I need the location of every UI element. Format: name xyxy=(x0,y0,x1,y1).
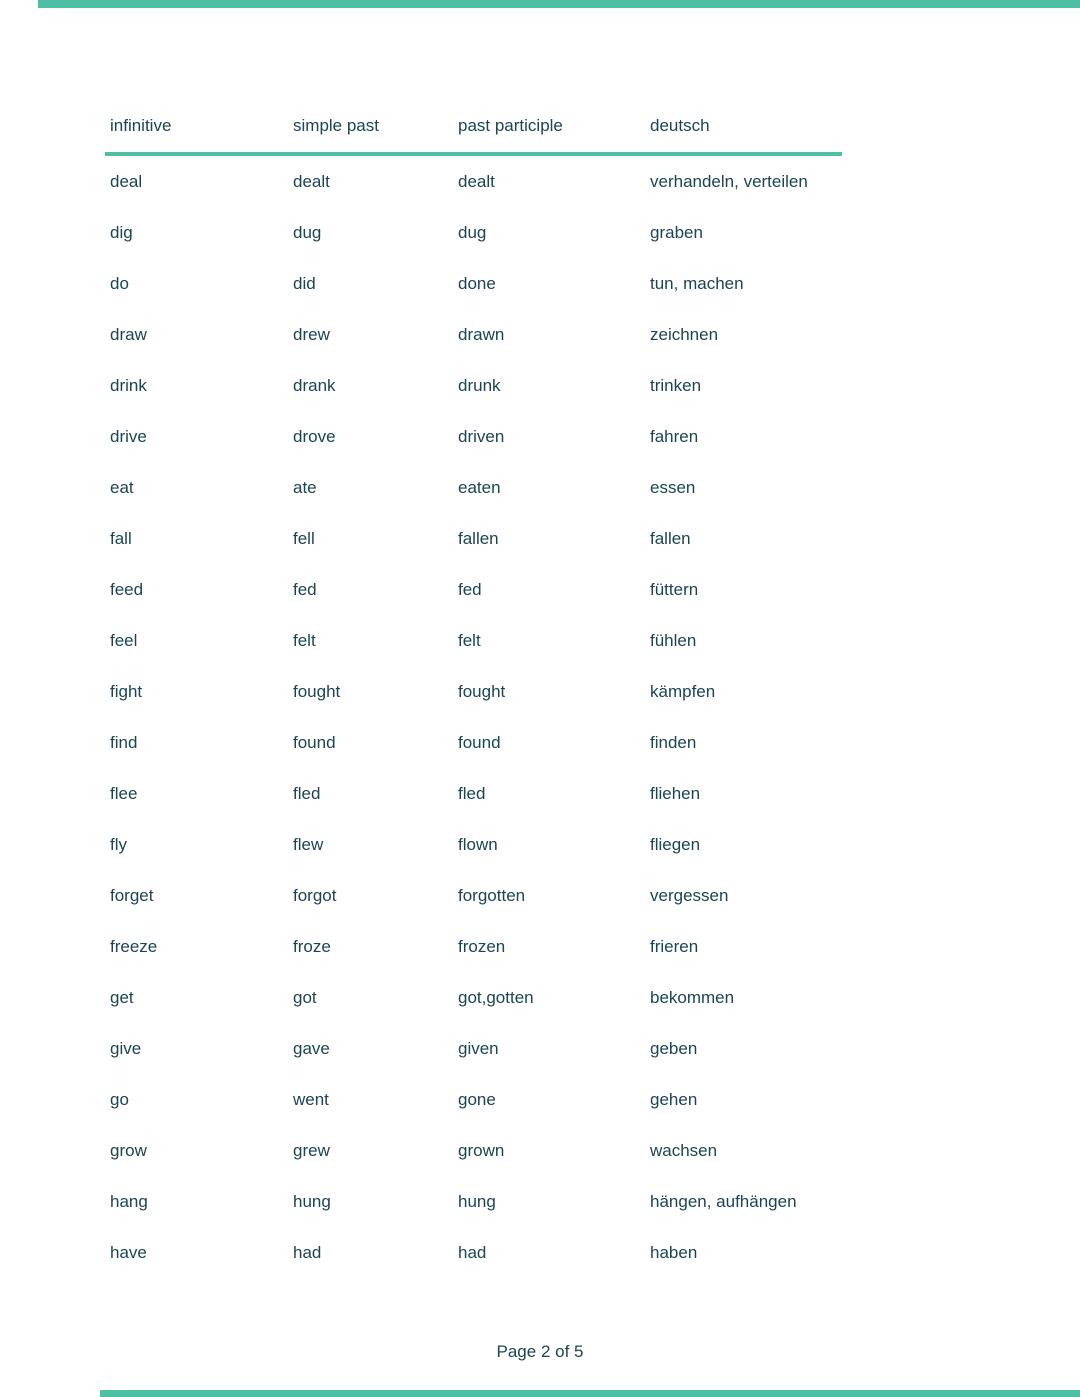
cell-infinitive: eat xyxy=(110,478,134,497)
cell-simple-past: gave xyxy=(293,1039,330,1058)
cell-infinitive: fight xyxy=(110,682,143,701)
verb-table-body xyxy=(105,156,842,1278)
table-row xyxy=(105,1023,842,1074)
table-row xyxy=(105,972,842,1023)
table-row xyxy=(105,258,842,309)
cell-deutsch: fliegen xyxy=(650,835,701,854)
cell-past-participle: dug xyxy=(458,223,487,242)
header-infinitive: infinitive xyxy=(110,116,172,135)
table-row xyxy=(105,360,842,411)
cell-infinitive: flee xyxy=(110,784,138,803)
cell-past-participle: had xyxy=(458,1243,487,1262)
cell-past-participle: fed xyxy=(458,580,482,599)
table-row xyxy=(105,462,842,513)
cell-past-participle: found xyxy=(458,733,501,752)
irregular-verbs-table xyxy=(105,113,842,1278)
cell-infinitive: dig xyxy=(110,223,133,242)
cell-past-participle: dealt xyxy=(458,172,495,191)
table-header-row xyxy=(105,113,842,134)
table-row xyxy=(105,1125,842,1176)
cell-past-participle: given xyxy=(458,1039,499,1058)
cell-past-participle: grown xyxy=(458,1141,505,1160)
cell-deutsch: trinken xyxy=(650,376,702,395)
cell-simple-past: forgot xyxy=(293,886,337,905)
cell-past-participle: flown xyxy=(458,835,498,854)
cell-deutsch: gehen xyxy=(650,1090,698,1109)
cell-past-participle: drawn xyxy=(458,325,505,344)
cell-deutsch: verhandeln, verteilen xyxy=(650,172,808,191)
cell-simple-past: did xyxy=(293,274,316,293)
cell-infinitive: drive xyxy=(110,427,147,446)
cell-infinitive: feed xyxy=(110,580,144,599)
bottom-accent-bar xyxy=(100,1390,1080,1397)
table-row xyxy=(105,717,842,768)
header-deutsch: deutsch xyxy=(650,116,710,135)
cell-simple-past: dug xyxy=(293,223,322,242)
cell-deutsch: geben xyxy=(650,1039,698,1058)
cell-infinitive: fly xyxy=(110,835,127,854)
cell-simple-past: found xyxy=(293,733,336,752)
cell-simple-past: drove xyxy=(293,427,336,446)
cell-infinitive: give xyxy=(110,1039,142,1058)
cell-simple-past: fought xyxy=(293,682,341,701)
cell-deutsch: graben xyxy=(650,223,703,242)
cell-past-participle: felt xyxy=(458,631,481,650)
cell-infinitive: feel xyxy=(110,631,138,650)
header-simple-past: simple past xyxy=(293,116,379,135)
cell-deutsch: fahren xyxy=(650,427,699,446)
cell-past-participle: driven xyxy=(458,427,505,446)
cell-deutsch: frieren xyxy=(650,937,699,956)
cell-simple-past: ate xyxy=(293,478,317,497)
cell-simple-past: felt xyxy=(293,631,316,650)
table-row xyxy=(105,1227,842,1278)
cell-infinitive: forget xyxy=(110,886,154,905)
table-row xyxy=(105,513,842,564)
table-row xyxy=(105,207,842,258)
cell-past-participle: eaten xyxy=(458,478,501,497)
table-row xyxy=(105,1176,842,1227)
cell-simple-past: flew xyxy=(293,835,324,854)
cell-past-participle: gone xyxy=(458,1090,496,1109)
cell-infinitive: freeze xyxy=(110,937,158,956)
cell-deutsch: essen xyxy=(650,478,696,497)
cell-simple-past: drew xyxy=(293,325,330,344)
cell-simple-past: had xyxy=(293,1243,322,1262)
cell-infinitive: do xyxy=(110,274,129,293)
cell-infinitive: draw xyxy=(110,325,147,344)
cell-simple-past: hung xyxy=(293,1192,331,1211)
cell-simple-past: got xyxy=(293,988,317,1007)
cell-infinitive: get xyxy=(110,988,134,1007)
cell-deutsch: tun, machen xyxy=(650,274,744,293)
cell-deutsch: fallen xyxy=(650,529,691,548)
cell-deutsch: finden xyxy=(650,733,697,752)
table-row xyxy=(105,564,842,615)
cell-infinitive: grow xyxy=(110,1141,147,1160)
cell-past-participle: fled xyxy=(458,784,486,803)
cell-deutsch: fliehen xyxy=(650,784,701,803)
table-row xyxy=(105,156,842,207)
cell-deutsch: füttern xyxy=(650,580,699,599)
cell-simple-past: fell xyxy=(293,529,315,548)
table-row xyxy=(105,870,842,921)
table-row xyxy=(105,921,842,972)
cell-simple-past: fed xyxy=(293,580,317,599)
cell-infinitive: have xyxy=(110,1243,147,1262)
cell-infinitive: find xyxy=(110,733,138,752)
cell-simple-past: froze xyxy=(293,937,331,956)
cell-simple-past: went xyxy=(293,1090,329,1109)
table-row xyxy=(105,615,842,666)
cell-deutsch: fühlen xyxy=(650,631,697,650)
cell-past-participle: drunk xyxy=(458,376,501,395)
cell-past-participle: frozen xyxy=(458,937,506,956)
top-accent-bar xyxy=(38,0,1080,8)
page-number-footer: Page 2 of 5 xyxy=(496,1342,584,1361)
cell-past-participle: got,gotten xyxy=(458,988,534,1007)
table-row xyxy=(105,1074,842,1125)
cell-simple-past: drank xyxy=(293,376,336,395)
cell-deutsch: vergessen xyxy=(650,886,729,905)
cell-infinitive: hang xyxy=(110,1192,148,1211)
cell-infinitive: drink xyxy=(110,376,147,395)
cell-simple-past: dealt xyxy=(293,172,330,191)
cell-past-participle: fought xyxy=(458,682,506,701)
header-past-participle: past participle xyxy=(458,116,563,135)
table-row xyxy=(105,819,842,870)
cell-simple-past: grew xyxy=(293,1141,330,1160)
cell-deutsch: zeichnen xyxy=(650,325,719,344)
cell-deutsch: bekommen xyxy=(650,988,735,1007)
table-row xyxy=(105,768,842,819)
cell-deutsch: wachsen xyxy=(650,1141,718,1160)
cell-infinitive: deal xyxy=(110,172,143,191)
table-row xyxy=(105,411,842,462)
cell-deutsch: haben xyxy=(650,1243,698,1262)
cell-infinitive: go xyxy=(110,1090,129,1109)
table-row xyxy=(105,666,842,717)
table-row xyxy=(105,309,842,360)
cell-deutsch: kämpfen xyxy=(650,682,716,701)
cell-past-participle: hung xyxy=(458,1192,496,1211)
cell-past-participle: fallen xyxy=(458,529,499,548)
cell-past-participle: done xyxy=(458,274,496,293)
cell-infinitive: fall xyxy=(110,529,132,548)
cell-deutsch: hängen, aufhängen xyxy=(650,1192,797,1211)
cell-simple-past: fled xyxy=(293,784,321,803)
cell-past-participle: forgotten xyxy=(458,886,526,905)
